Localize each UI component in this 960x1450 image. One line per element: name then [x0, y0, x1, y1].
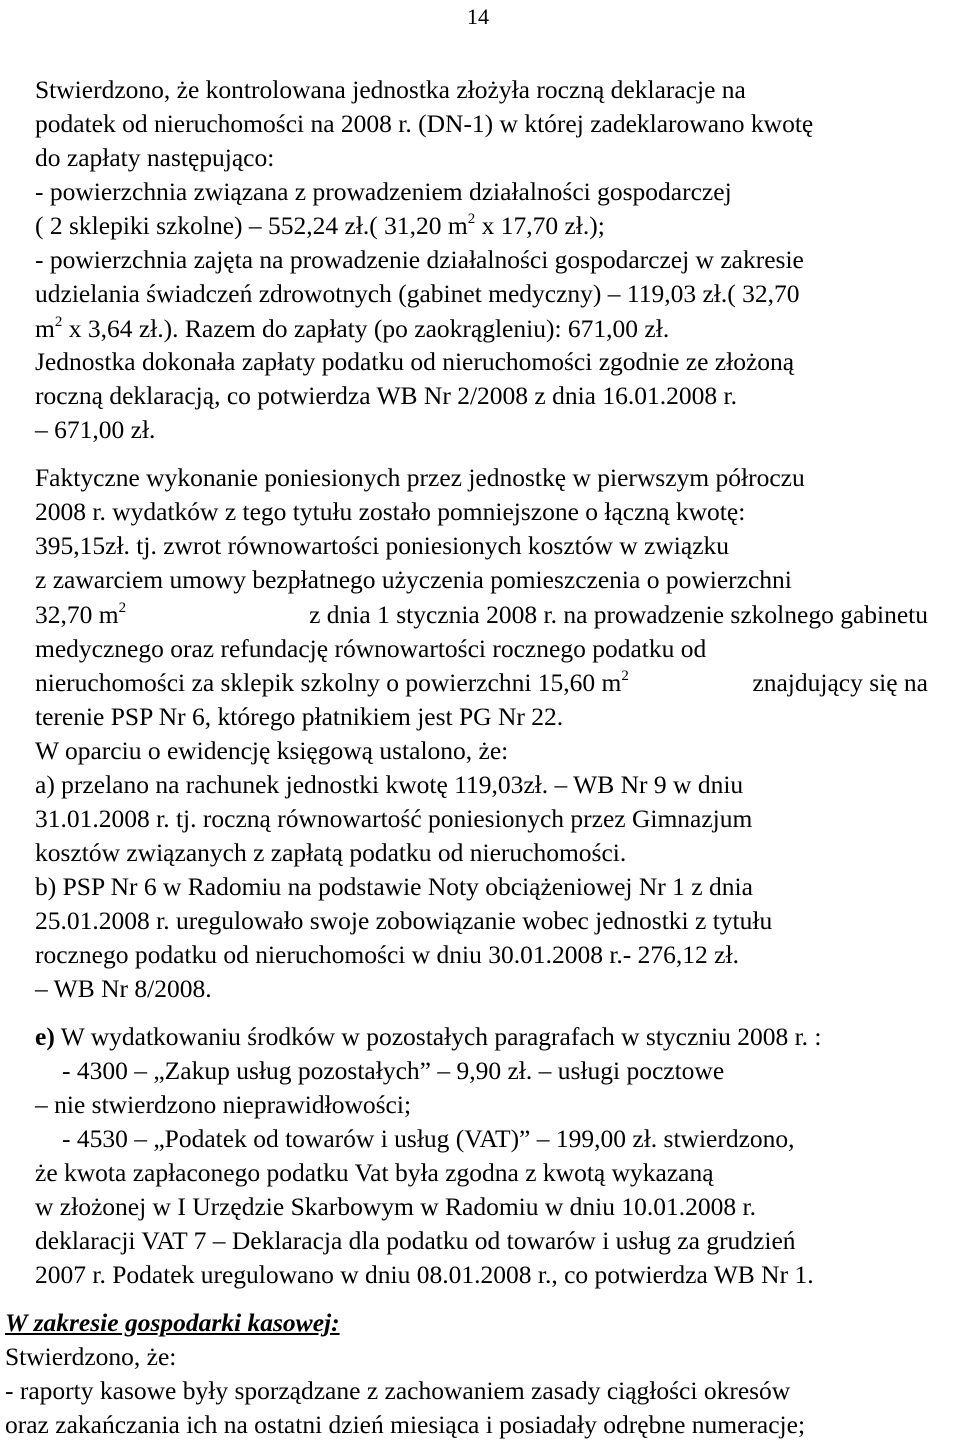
text-line: 2007 r. Podatek uregulowano w dniu 08.01.2008 r., co potwierdza WB Nr 1.	[35, 1260, 814, 1289]
text-span	[35, 666, 629, 700]
text-span: x 17,70 zł.);	[475, 211, 605, 240]
text-line: - powierzchnia zajęta na prowadzenie działalności gospodarczej w zakresie	[35, 245, 804, 274]
text-line: - powierzchnia związana z prowadzeniem działalności gospodarczej	[35, 177, 732, 206]
text-line: Stwierdzono, że kontrolowana jednostka złożyła roczną deklaracje na	[35, 75, 746, 104]
text-span: nieruchomości za sklepik szkolny o powierzchni 15,60 m	[35, 668, 622, 697]
superscript: 2	[54, 313, 63, 330]
text-line: – nie stwierdzono nieprawidłowości;	[35, 1090, 412, 1119]
section-heading: W zakresie gospodarki kasowej:	[5, 1308, 340, 1337]
text-span	[35, 598, 126, 632]
text-line: – WB Nr 8/2008.	[35, 974, 212, 1003]
text-line: Jednostka dokonała zapłaty podatku od nieruchomości zgodnie ze złożoną	[35, 347, 795, 376]
text-line: oraz zakańczania ich na ostatni dzień miesiąca i posiadały odrębne numeracje;	[5, 1410, 806, 1439]
text-line: 2008 r. wydatków z tego tytułu zostało pomniejszone o łączną kwotę:	[35, 497, 746, 526]
superscript: 2	[118, 599, 127, 616]
text-line: rocznego podatku od nieruchomości w dniu 30.01.2008 r.- 276,12 zł.	[35, 940, 739, 969]
text-line: – 671,00 zł.	[35, 415, 156, 444]
text-line	[35, 312, 669, 346]
text-span: m	[35, 314, 55, 343]
text-span: W wydatkowaniu środków w pozostałych paragrafach w styczniu 2008 r. :	[54, 1022, 822, 1051]
text-line	[35, 598, 928, 632]
text-line: do zapłaty następująco:	[35, 143, 275, 172]
text-span: znajdujący się na	[752, 668, 928, 697]
text-line	[35, 1020, 822, 1054]
text-line: udzielania świadczeń zdrowotnych (gabinet medyczny) – 119,03 zł.( 32,70	[35, 279, 800, 308]
superscript: 2	[467, 210, 476, 227]
text-line: w złożonej w I Urzędzie Skarbowym w Radomiu w dniu 10.01.2008 r.	[35, 1192, 756, 1221]
text-line: podatek od nieruchomości na 2008 r. (DN-1) w której zadeklarowano kwotę	[35, 109, 814, 138]
text-line: W oparciu o ewidencję księgową ustalono, że:	[35, 736, 509, 765]
text-line: roczną deklaracją, co potwierdza WB Nr 2/2008 z dnia 16.01.2008 r.	[35, 381, 737, 410]
text-span: z dnia 1 stycznia 2008 r. na prowadzenie szkolnego gabinetu	[309, 600, 928, 629]
text-line: 395,15zł. tj. zwrot równowartości poniesionych kosztów w związku	[35, 531, 730, 560]
list-marker: e)	[35, 1022, 55, 1051]
text-line	[35, 209, 605, 243]
text-line: że kwota zapłaconego podatku Vat była zgodna z kwotą wykazaną	[35, 1158, 714, 1187]
text-line: 25.01.2008 r. uregulowało swoje zobowiązanie wobec jednostki z tytułu	[35, 906, 773, 935]
superscript: 2	[621, 667, 629, 684]
text-line: kosztów związanych z zapłatą podatku od nieruchomości.	[35, 838, 627, 867]
text-line: terenie PSP Nr 6, którego płatnikiem jest PG Nr 22.	[35, 702, 564, 731]
page-number: 14	[467, 4, 489, 29]
text-span: ( 2 sklepiki szkolne) – 552,24 zł.( 31,20 m	[35, 211, 468, 240]
text-line: 31.01.2008 r. tj. roczną równowartość poniesionych przez Gimnazjum	[35, 804, 753, 833]
text-line: b) PSP Nr 6 w Radomiu na podstawie Noty obciążeniowej Nr 1 z dnia	[35, 872, 753, 901]
text-line: Stwierdzono, że:	[5, 1342, 177, 1371]
text-line: a) przelano na rachunek jednostki kwotę 119,03zł. – WB Nr 9 w dniu	[35, 770, 744, 799]
text-line: z zawarciem umowy bezpłatnego użyczenia pomieszczenia o powierzchni	[35, 565, 792, 594]
text-line: medycznego oraz refundację równowartości rocznego podatku od	[35, 634, 707, 663]
text-line	[35, 666, 928, 700]
text-line: - 4300 – „Zakup usług pozostałych” – 9,90 zł. – usługi pocztowe	[62, 1056, 725, 1085]
text-line: deklaracji VAT 7 – Deklaracja dla podatku od towarów i usług za grudzień	[35, 1226, 796, 1255]
text-span: x 3,64 zł.). Razem do zapłaty (po zaokrągleniu): 671,00 zł.	[62, 314, 670, 343]
text-span: 32,70 m	[35, 600, 119, 629]
text-line: - raporty kasowe były sporządzane z zachowaniem zasady ciągłości okresów	[5, 1376, 791, 1405]
text-line: Faktyczne wykonanie poniesionych przez jednostkę w pierwszym półroczu	[35, 463, 805, 492]
text-line: - 4530 – „Podatek od towarów i usług (VAT)” – 199,00 zł. stwierdzono,	[62, 1124, 795, 1153]
